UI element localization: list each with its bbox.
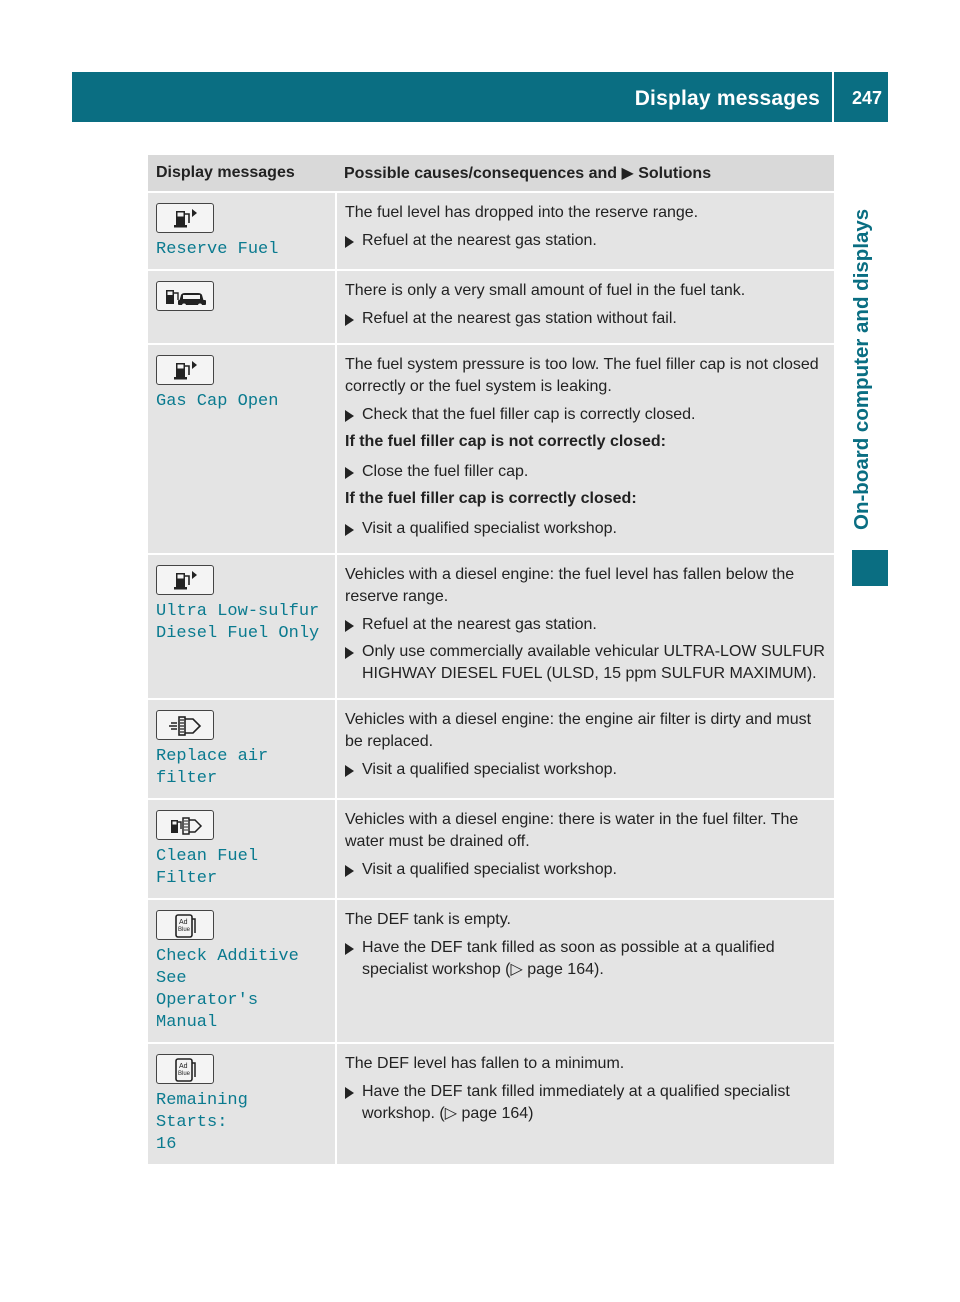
arrow-icon [345,943,354,955]
solution-step [345,518,828,540]
solution-step [345,404,828,426]
table-row [148,799,834,899]
solution-step [345,937,828,981]
fuel-pump-icon [156,355,214,385]
solution-cell [336,344,834,554]
table-row [148,192,834,270]
arrow-icon [345,765,354,777]
solution-step [345,614,828,636]
adblue-label: Ad [179,919,188,926]
solution-cell [336,699,834,799]
step-text: Check that the fuel filler cap is correctly closed. [362,406,696,423]
header-divider [832,72,834,122]
cause-text: There is only a very small amount of fuel in the fuel tank. [345,282,746,299]
solution-step [345,308,828,330]
display-message: Check Additive See Operator's Manual [156,947,299,1032]
step-text: Visit a qualified specialist workshop. [362,761,617,778]
step-text: Refuel at the nearest gas station without fail. [362,310,677,327]
table-row [148,270,834,344]
condition-heading: If the fuel filler cap is correctly closed: [345,490,637,507]
solution-cell [336,554,834,699]
table-row [148,699,834,799]
step-text: Refuel at the nearest gas station. [362,616,597,633]
message-cell [148,192,336,270]
cause-text: Vehicles with a diesel engine: the fuel level has fallen below the reserve range. [345,566,795,605]
solution-step [345,461,828,483]
solution-step [345,641,828,685]
arrow-icon [345,410,354,422]
arrow-icon [345,524,354,536]
table-row [148,554,834,699]
page-number: 247 [851,88,882,108]
cause-text: Vehicles with a diesel engine: there is water in the fuel filter. The water must be drained off. [345,811,799,850]
adblue-icon [156,1054,214,1084]
display-message: Ultra Low-sulfur Diesel Fuel Only [156,602,320,643]
arrow-icon [345,620,354,632]
air-filter-icon [156,710,214,740]
fuel-filter-icon [156,810,214,840]
display-message: Reserve Fuel [156,240,279,259]
cause-text: Vehicles with a diesel engine: the engine air filter is dirty and must be replaced. [345,711,812,750]
arrow-icon [345,865,354,877]
step-text: Refuel at the nearest gas station. [362,232,597,249]
display-message: Gas Cap Open [156,392,279,411]
chapter-tab [836,150,888,530]
step-text: Only use commercially available vehicular ULTRA-LOW SULFUR HIGHWAY DIESEL FUEL (ULSD, 15 ppm SULFUR MAXIMUM). [362,643,825,682]
fuel-pump-icon [156,203,214,233]
chapter-tab-label: On-board computer and displays [850,208,873,530]
solution-step [345,759,828,781]
cause-text: The fuel level has dropped into the reserve range. [345,204,699,221]
step-text: Have the DEF tank filled immediately at a qualified specialist workshop. (▷ page 164) [362,1083,790,1122]
solution-cell [336,192,834,270]
fuel-pump-icon [156,565,214,595]
adblue-label: Blue [178,1071,191,1077]
message-cell [148,799,336,899]
message-cell [148,554,336,699]
solution-step [345,859,828,881]
step-text: Visit a qualified specialist workshop. [362,861,617,878]
display-message: Clean Fuel Filter [156,847,259,888]
solution-cell [336,799,834,899]
table-row [148,344,834,554]
step-text: Have the DEF tank filled as soon as possible at a qualified specialist workshop (▷ page 164). [362,939,775,978]
solution-cell [336,270,834,344]
arrow-icon [345,314,354,326]
arrow-icon [345,467,354,479]
page-header [72,72,888,122]
fuel-car-icon [156,281,214,311]
display-message: Replace air filter [156,747,269,788]
cause-text: The DEF level has fallen to a minimum. [345,1055,625,1072]
arrow-icon [345,647,354,659]
column-header: Display messages [148,155,336,192]
table-row [148,1043,834,1165]
cause-text: The DEF tank is empty. [345,911,511,928]
display-message: Remaining Starts: 16 [156,1091,248,1154]
table-header-row [148,155,834,192]
solution-step [345,1081,828,1125]
solution-step [345,230,828,252]
column-header: Possible causes/consequences and ▶ Solutions [336,155,834,192]
arrow-icon [345,1087,354,1099]
message-cell [148,344,336,554]
arrow-icon [345,236,354,248]
solution-cell [336,899,834,1043]
step-text: Visit a qualified specialist workshop. [362,520,617,537]
adblue-label: Blue [178,927,191,933]
table-row [148,899,834,1043]
message-cell [148,1043,336,1165]
adblue-icon [156,910,214,940]
display-messages-table [148,155,834,1166]
cause-text: The fuel system pressure is too low. The fuel filler cap is not closed correctly or the fuel system is leaking. [345,356,819,395]
condition-heading: If the fuel filler cap is not correctly closed: [345,433,666,450]
message-cell [148,270,336,344]
solution-cell [336,1043,834,1165]
page-title: Display messages [634,87,820,110]
message-cell [148,899,336,1043]
message-cell [148,699,336,799]
adblue-label: Ad [179,1063,188,1070]
chapter-marker [852,550,888,586]
step-text: Close the fuel filler cap. [362,463,529,480]
